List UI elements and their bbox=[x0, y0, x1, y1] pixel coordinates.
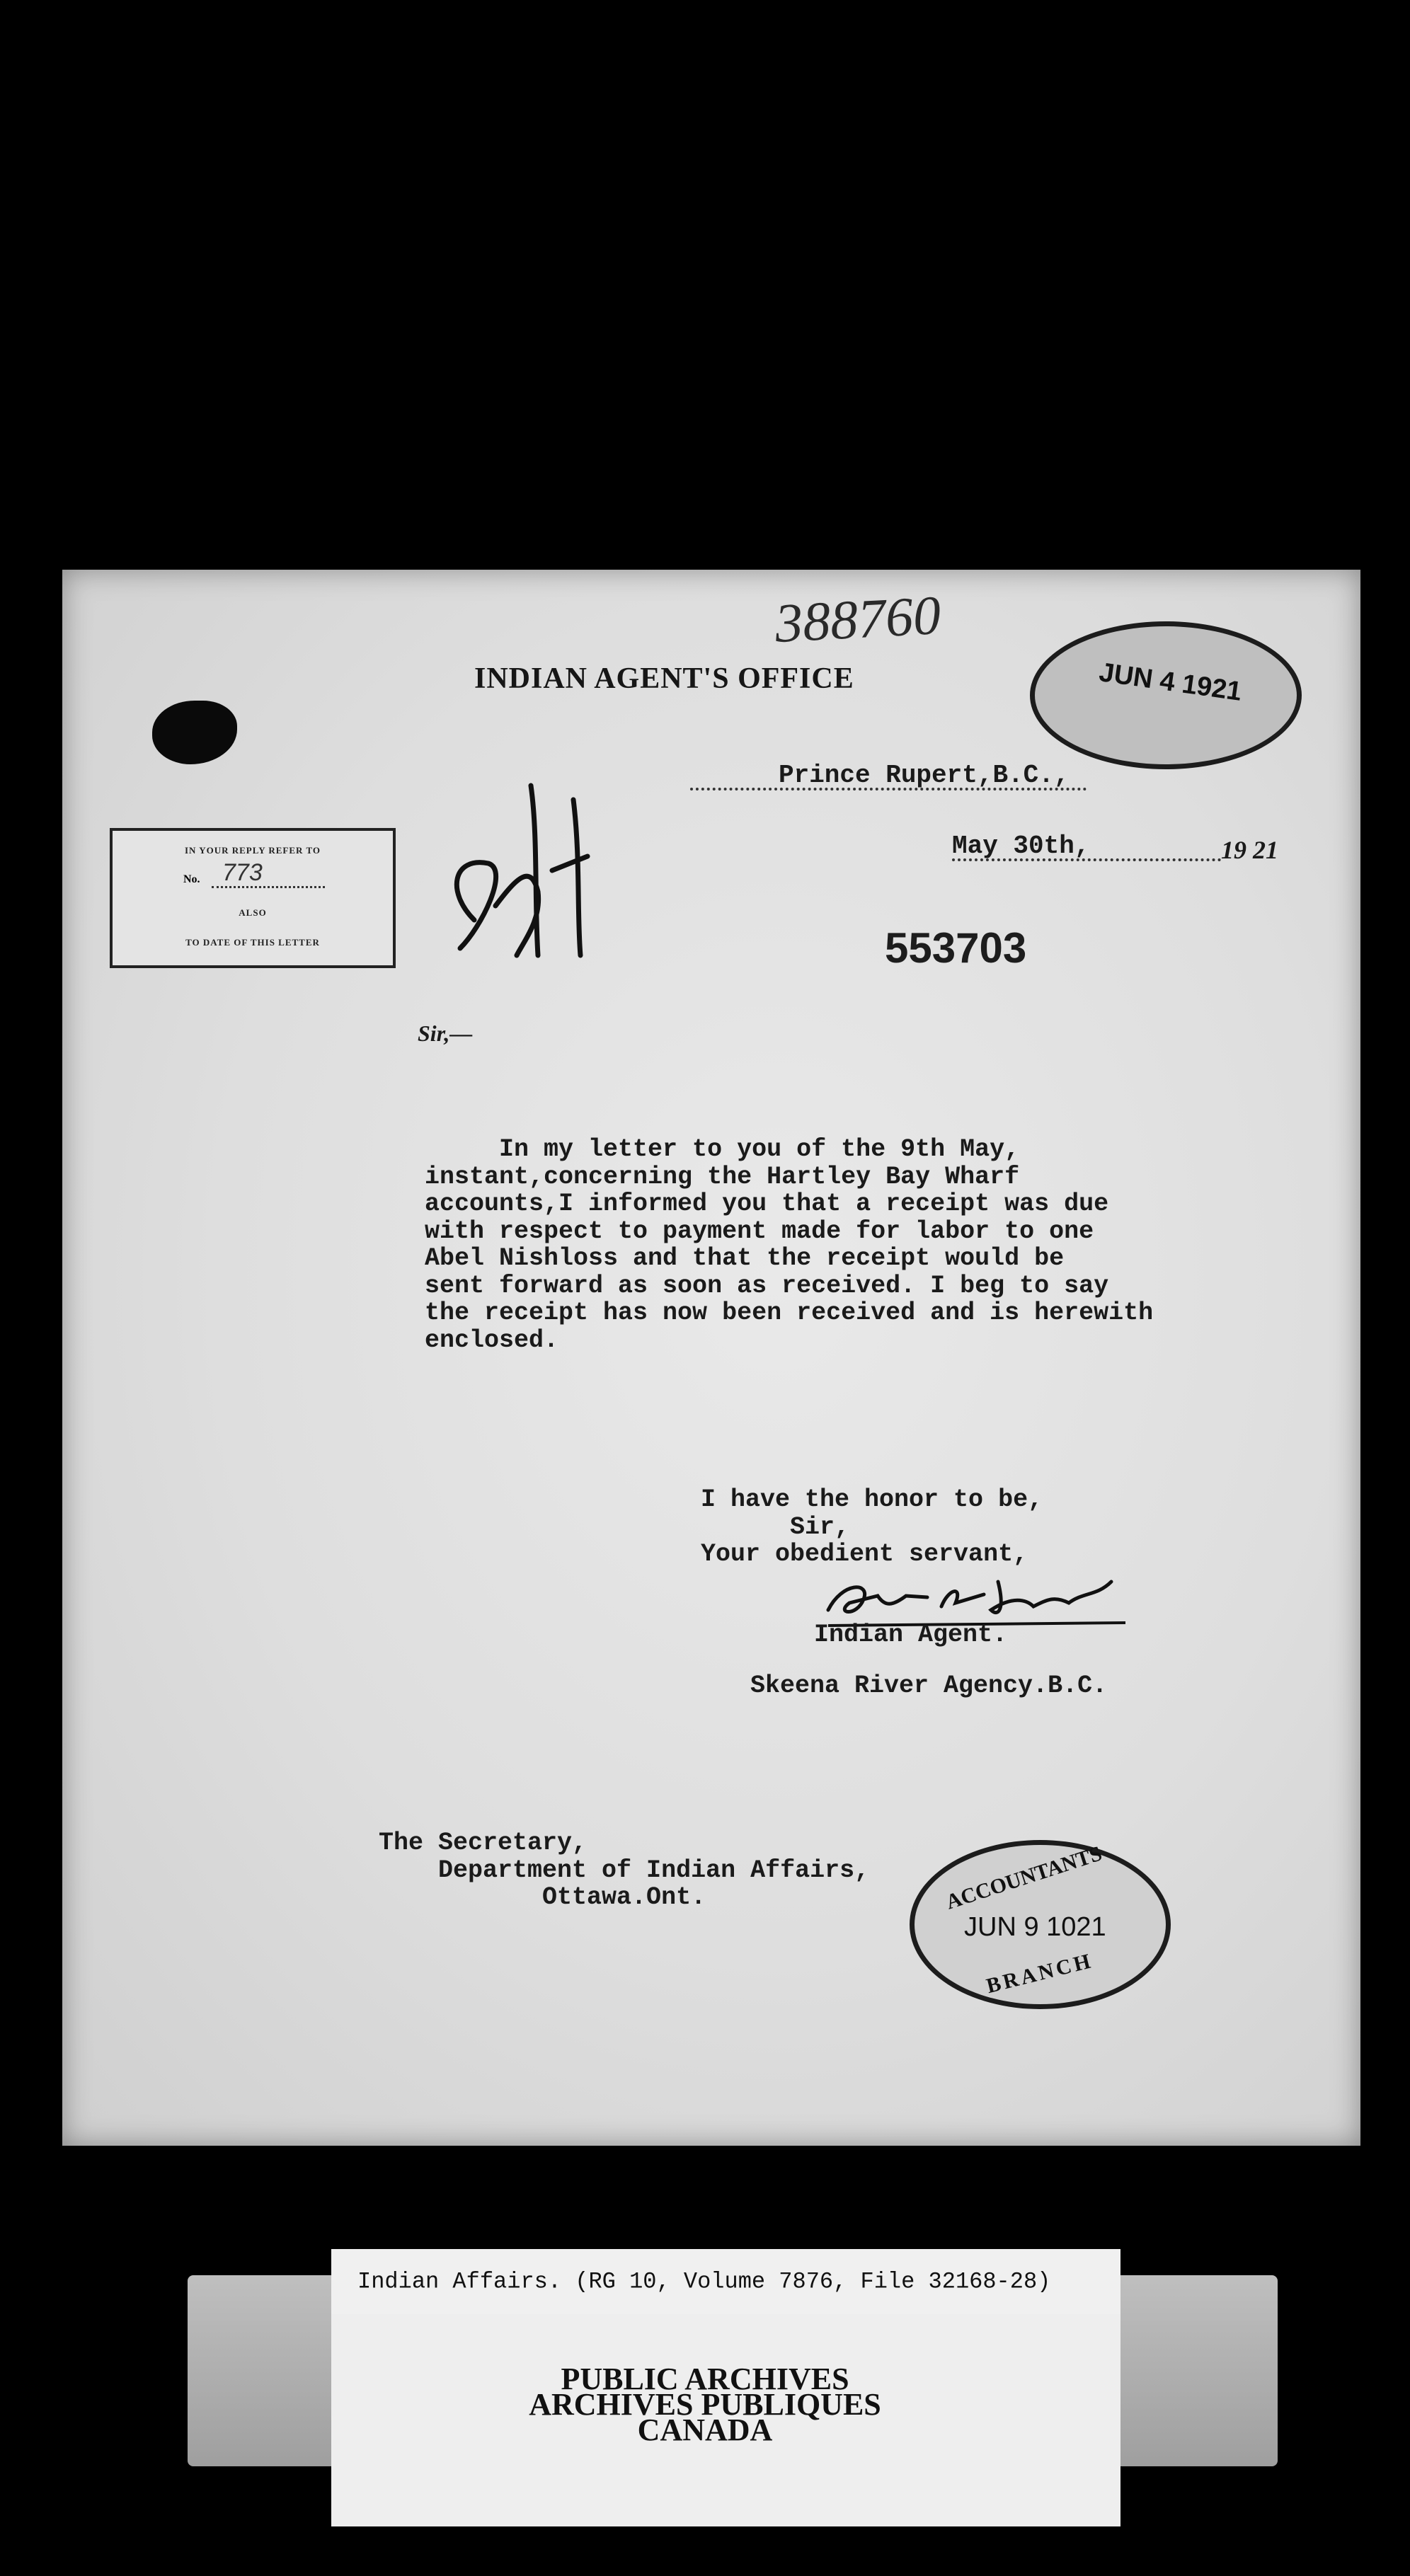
archive-line-3: CANADA bbox=[637, 2413, 773, 2447]
letter-place: Prince Rupert,B.C., bbox=[779, 761, 1070, 790]
received-stamp-top bbox=[1030, 621, 1302, 769]
collection-citation: Indian Affairs. (RG 10, Volume 7876, File 32168-28) bbox=[357, 2268, 1051, 2295]
addressee-block: The Secretary, Department of Indian Affairs, Ottawa.Ont. bbox=[379, 1829, 870, 1911]
place-dotted-line bbox=[690, 788, 1087, 790]
letter-body: In my letter to you of the 9th May, instant,concerning the Hartley Bay Wharf accounts,I informed you that a receipt was due with respect to payment made for labor to one Abel Nishloss and that the receipt would be sent forward as soon as received. I beg to say the receipt has now been received and is herewith enclosed. bbox=[425, 1135, 1154, 1355]
registry-number: 553703 bbox=[885, 924, 1027, 972]
reply-reference-box bbox=[110, 828, 396, 968]
refbox-instruction: IN YOUR REPLY REFER TO bbox=[185, 845, 321, 856]
letter-date: May 30th, bbox=[952, 832, 1090, 861]
date-dotted-line bbox=[952, 858, 1221, 861]
salutation: Sir,— bbox=[418, 1020, 473, 1046]
refbox-date-instruction: TO DATE OF THIS LETTER bbox=[185, 937, 320, 948]
received-stamp-date: JUN 4 1921 bbox=[1097, 657, 1244, 707]
refbox-no-value: 773 bbox=[222, 859, 263, 886]
handwritten-initials bbox=[432, 771, 602, 984]
accountants-branch-stamp bbox=[910, 1840, 1171, 2009]
refbox-also: ALSO bbox=[239, 907, 267, 918]
stamp-branch-text: BRANCH bbox=[984, 1948, 1096, 1999]
letter-closing: I have the honor to be, Sir, Your obedient servant, bbox=[701, 1485, 1043, 1568]
refbox-no-label: No. bbox=[183, 873, 200, 885]
letterhead-title: INDIAN AGENT'S OFFICE bbox=[474, 662, 854, 695]
archive-line-1: PUBLIC ARCHIVES bbox=[561, 2362, 849, 2396]
signer-title: Indian Agent. bbox=[814, 1621, 1008, 1649]
letter-year: 19 21 bbox=[1221, 836, 1278, 864]
agency-name: Skeena River Agency.B.C. bbox=[750, 1672, 1108, 1700]
handwritten-file-number: 388760 bbox=[773, 583, 943, 655]
stamp-accountants-date: JUN 9 1021 bbox=[964, 1912, 1106, 1942]
archive-line-2: ARCHIVES PUBLIQUES bbox=[529, 2387, 881, 2422]
stamp-accountants-text: ACCOUNTANTS bbox=[943, 1841, 1105, 1914]
